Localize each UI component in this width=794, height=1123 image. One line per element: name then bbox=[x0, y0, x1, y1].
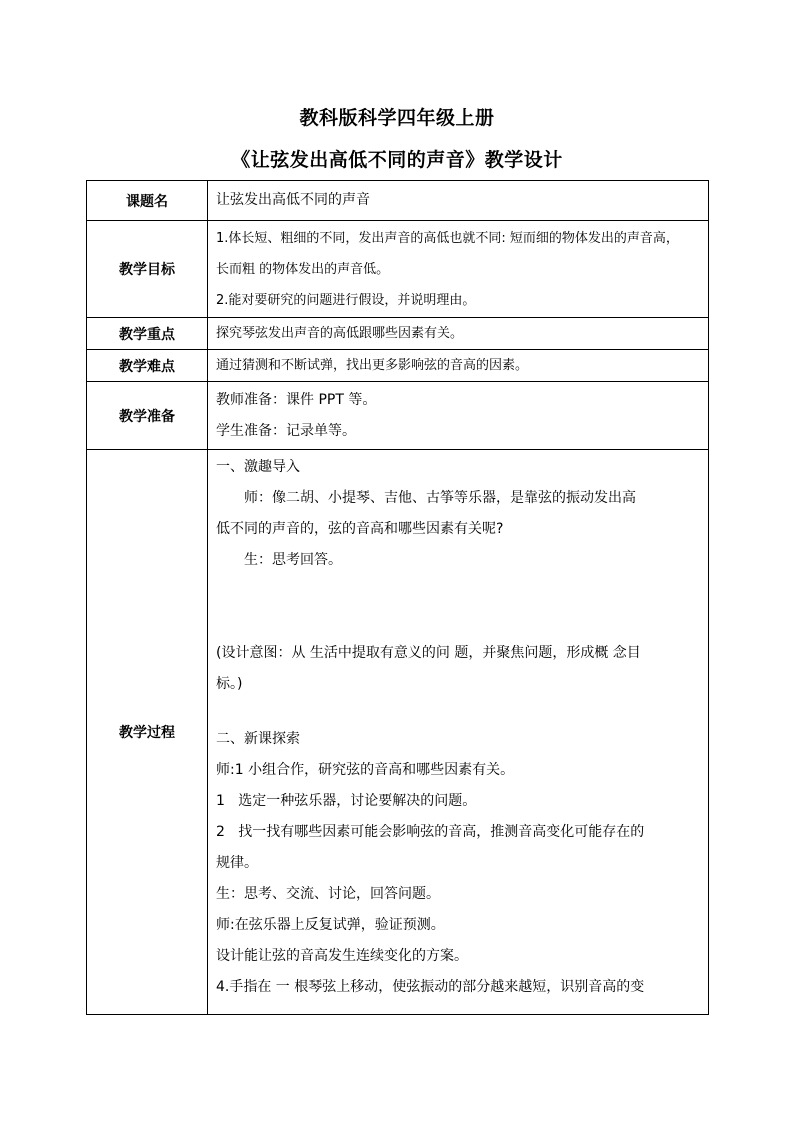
document-title: 教科版科学四年级上册 bbox=[299, 107, 495, 129]
teacher-task: 师:1 小组合作，研究弦的音高和哪些因素有关。 bbox=[216, 762, 515, 778]
student-answer: 生：思考回答。 bbox=[244, 552, 342, 568]
goal-2: 2.能对要研究的问题进行假设，并说明理由。 bbox=[216, 292, 476, 308]
section-1-title: 一、激趣导入 bbox=[216, 459, 300, 475]
step-2-line-1: 2 找一找有哪些因素可能会影响弦的音高，推测音高变化可能存在的 bbox=[216, 824, 645, 840]
table-row-key-point bbox=[87, 318, 709, 350]
label-difficulty: 教学难点 bbox=[87, 350, 208, 382]
design-plan: 设计能让弦的音高发生连续变化的方案。 bbox=[216, 948, 468, 964]
teacher-question-line-2: 低不同的声音的，弦的音高和哪些因素有关呢? bbox=[216, 521, 504, 537]
step-2-line-2: 规律。 bbox=[216, 855, 258, 871]
table-row-preparation bbox=[87, 382, 709, 450]
label-key-point: 教学重点 bbox=[87, 318, 208, 350]
goal-1-line-2: 长而粗 的物体发出的声音低。 bbox=[216, 261, 390, 277]
step-1: 1 选定一种弦乐器，讨论要解决的问题。 bbox=[216, 793, 477, 809]
key-point-value: 探究琴弦发出声音的高低跟哪些因素有关。 bbox=[216, 326, 464, 341]
label-goals: 教学目标 bbox=[87, 221, 208, 318]
step-4: 4.手指在 一 根琴弦上移动，使弦振动的部分越来越短，识别音高的变 bbox=[216, 979, 645, 995]
table-row-difficulty bbox=[87, 350, 709, 382]
table-row-topic bbox=[87, 181, 709, 221]
topic-value: 让弦发出高低不同的声音 bbox=[216, 192, 370, 208]
lesson-plan-table bbox=[86, 180, 709, 1015]
teacher-test: 师:在弦乐器上反复试弹，验证预测。 bbox=[216, 917, 445, 933]
table-row-goals bbox=[87, 221, 709, 318]
table-row-process bbox=[87, 450, 709, 1015]
difficulty-value: 通过猜测和不断试弹，找出更多影响弦的音高的因素。 bbox=[216, 358, 529, 373]
label-preparation: 教学准备 bbox=[87, 382, 208, 450]
design-intent-line-1: (设计意图：从 生活中提取有意义的问 题，并聚焦问题，形成概 念目 bbox=[216, 645, 641, 661]
section-2-title: 二、新课探索 bbox=[216, 731, 300, 747]
teacher-question-line-1: 师：像二胡、小提琴、吉他、古筝等乐器，是靠弦的振动发出高 bbox=[244, 490, 636, 506]
student-preparation: 学生准备：记录单等。 bbox=[216, 422, 356, 439]
label-topic: 课题名 bbox=[87, 181, 208, 221]
goal-1-line-1: 1.体长短、粗细的不同，发出声音的高低也就不同: 短而细的物体发出的声音高， bbox=[216, 230, 679, 246]
design-intent-line-2: 标。) bbox=[216, 676, 243, 692]
teacher-preparation: 教师准备：课件 PPT 等。 bbox=[216, 391, 377, 408]
document-subtitle: 《让弦发出高低不同的声音》教学设计 bbox=[231, 149, 563, 171]
student-response: 生：思考、交流、讨论，回答问题。 bbox=[216, 886, 440, 902]
label-process: 教学过程 bbox=[87, 450, 208, 1015]
